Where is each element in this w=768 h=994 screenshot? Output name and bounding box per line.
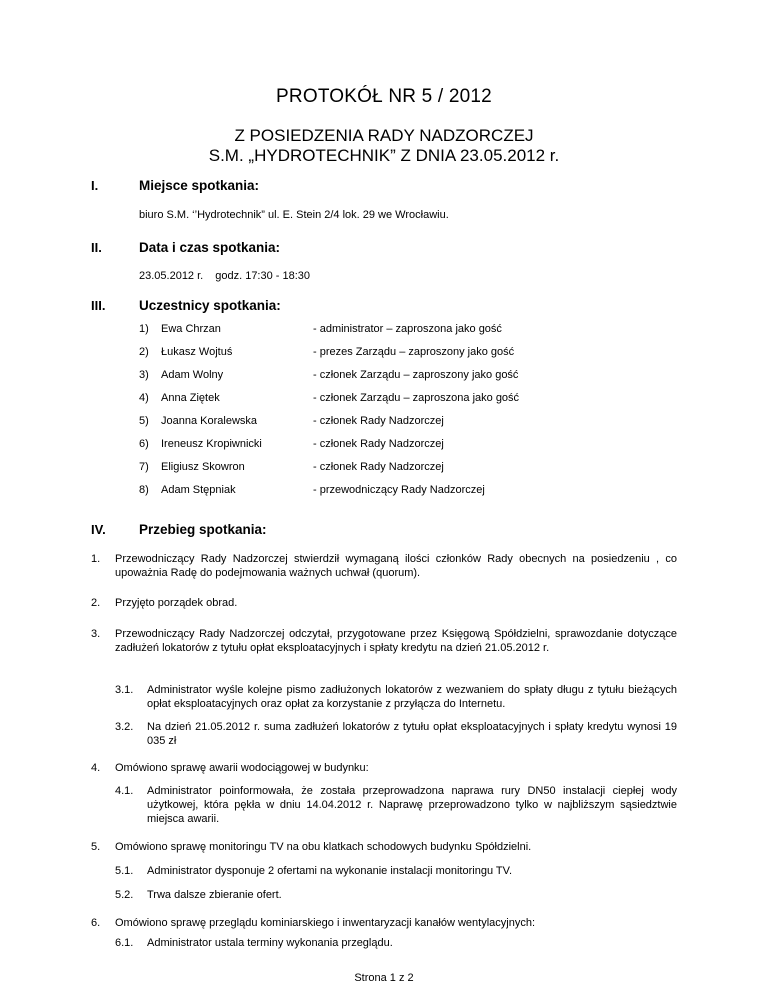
section-2-heading: Data i czas spotkania: (139, 240, 281, 255)
section-3-number: III. (91, 298, 106, 313)
section-1-heading: Miejsce spotkania: (139, 178, 260, 193)
agenda-subitem-number: 4.1. (115, 785, 134, 797)
agenda-subitem-text: Trwa dalsze zbieranie ofert. (147, 889, 282, 901)
agenda-subitem-text: Administrator poinformowała, że została przeprowadzona naprawa rury DN50 instalacji ciepłej wody użytkowej, która pękła w dniu 14.04.2012 r. Naprawę przeprowadzono tylko w najbliższym sąsiedztwie miejsca awarii. (147, 785, 677, 825)
section-4-number: IV. (91, 522, 106, 537)
participant-name: Eligiusz Skowron (161, 461, 245, 473)
participant-role: - prezes Zarządu – zaproszony jako gość (313, 346, 515, 358)
meeting-datetime (139, 270, 310, 282)
participant-row (139, 461, 659, 475)
agenda-item-text: Przewodniczący Rady Nadzorczej odczytał, przygotowane przez Księgową Spółdzielni, sprawozdanie dotyczące zadłużeń lokatorów z tytułu opłat eksploatacyjnych i spłaty kredytu na dzień 21.05.2012 r. (115, 628, 677, 654)
participant-row (139, 415, 659, 429)
agenda-subitem-text: Administrator wyśle kolejne pismo zadłużonych lokatorów z wezwaniem do spłaty długu z tytułu bieżących opłat eksploatacyjnych oraz opłat za korzystanie z przyłącza do Internetu. (147, 684, 677, 710)
document-subtitle-line2: S.M. „HYDROTECHNIK” Z DNIA 23.05.2012 r. (208, 146, 560, 165)
agenda-subitem-text: Administrator dysponuje 2 ofertami na wykonanie instalacji monitoringu TV. (147, 865, 513, 877)
participant-number: 3) (139, 369, 149, 381)
agenda-item-number: 1. (91, 553, 101, 565)
participant-name: Łukasz Wojtuś (161, 346, 233, 358)
participant-role: - członek Rady Nadzorczej (313, 415, 444, 427)
participant-row (139, 484, 659, 498)
agenda-subitem-number: 3.1. (115, 684, 134, 696)
participant-row (139, 369, 659, 383)
participant-role: - administrator – zaproszona jako gość (313, 323, 502, 335)
participant-role: - członek Rady Nadzorczej (313, 438, 444, 450)
agenda-item-text: Omówiono sprawę awarii wodociągowej w budynku: (115, 762, 369, 774)
agenda-item-number: 3. (91, 628, 101, 640)
participant-role: - członek Zarządu – zaproszona jako gość (313, 392, 520, 404)
section-2-number: II. (91, 240, 102, 255)
agenda-subitem-number: 6.1. (115, 937, 134, 949)
agenda-item-text: Omówiono sprawę przeglądu kominiarskiego i inwentaryzacji kanałów wentylacyjnych: (115, 917, 536, 929)
participant-number: 4) (139, 392, 149, 404)
agenda-subitem-number: 5.1. (115, 865, 134, 877)
agenda-item-text: Omówiono sprawę monitoringu TV na obu klatkach schodowych budynku Spółdzielni. (115, 841, 532, 853)
participant-name: Ewa Chrzan (161, 323, 221, 335)
participant-row (139, 346, 659, 360)
meeting-time: godz. 17:30 - 18:30 (215, 270, 311, 282)
agenda-item-number: 6. (91, 917, 101, 929)
participant-name: Anna Ziętek (161, 392, 220, 404)
participant-number: 8) (139, 484, 149, 496)
section-4-heading: Przebieg spotkania: (139, 522, 267, 537)
participant-role: - przewodniczący Rady Nadzorczej (313, 484, 485, 496)
section-1-number: I. (91, 178, 99, 193)
participant-name: Ireneusz Kropiwnicki (161, 438, 262, 450)
participant-name: Adam Wolny (161, 369, 224, 381)
participant-number: 7) (139, 461, 149, 473)
agenda-subitem-text: Administrator ustala terminy wykonania przeglądu. (147, 937, 393, 949)
participant-name: Joanna Koralewska (161, 415, 258, 427)
participant-row (139, 323, 659, 337)
participant-number: 5) (139, 415, 149, 427)
agenda-item-number: 4. (91, 762, 101, 774)
participant-row (139, 392, 659, 406)
participant-row (139, 438, 659, 452)
participant-role: - członek Zarządu – zaproszony jako gość (313, 369, 519, 381)
agenda-subitem-text: Na dzień 21.05.2012 r. suma zadłużeń lokatorów z tytułu opłat eksploatacyjnych i spłaty kredytu wynosi 19 035 zł (147, 721, 677, 747)
meeting-place: biuro S.M. ‘’Hydrotechnik” ul. E. Stein 2/4 lok. 29 we Wrocławiu. (139, 209, 449, 221)
agenda-subitem-number: 3.2. (115, 721, 134, 733)
participant-number: 6) (139, 438, 149, 450)
participant-role: - członek Rady Nadzorczej (313, 461, 444, 473)
agenda-subitem-number: 5.2. (115, 889, 134, 901)
agenda-item-text: Przyjęto porządek obrad. (115, 597, 238, 609)
meeting-date: 23.05.2012 r. (139, 270, 204, 282)
document-subtitle-line1: Z POSIEDZENIA RADY NADZORCZEJ (234, 126, 534, 145)
participant-number: 1) (139, 323, 149, 335)
participant-number: 2) (139, 346, 149, 358)
document-title: PROTOKÓŁ NR 5 / 2012 (276, 86, 492, 107)
agenda-item-number: 5. (91, 841, 101, 853)
agenda-item-number: 2. (91, 597, 101, 609)
section-3-heading: Uczestnicy spotkania: (139, 298, 281, 313)
agenda-item-text: Przewodniczący Rady Nadzorczej stwierdził wymaganą ilości członków Rady obecnych na posiedzeniu , co upoważnia Radę do podejmowania ważnych uchwał (quorum). (115, 553, 677, 579)
page-number: Strona 1 z 2 (354, 972, 414, 984)
participant-name: Adam Stępniak (161, 484, 236, 496)
